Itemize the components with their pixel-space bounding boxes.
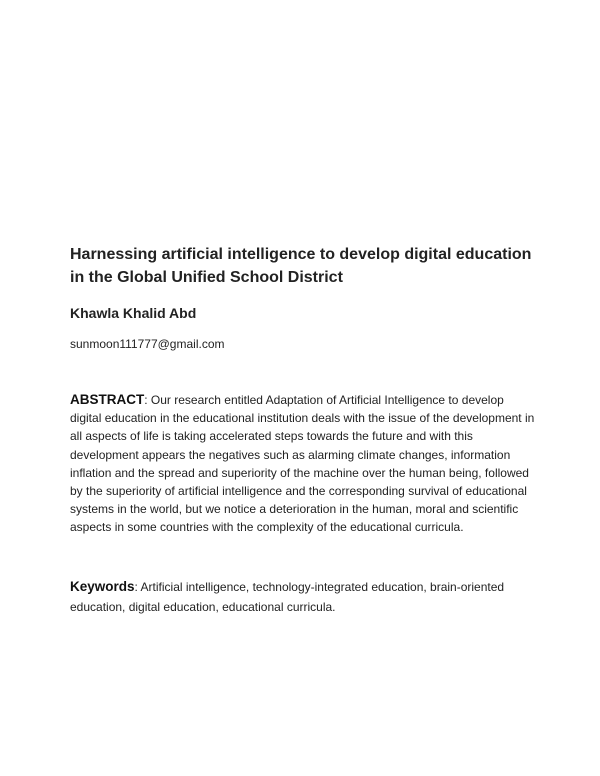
keywords-paragraph: [70, 577, 538, 617]
paper-title: [70, 243, 540, 289]
paper-title-line-2: in the Global Unified School District: [70, 269, 343, 286]
abstract-text: : Our research entitled Adaptation of Artificial Intelligence to develop digital education in the educational institution deals with the issue of the development in all aspects of life is taking accelerated steps towards the future and with this development appears the negatives such as alarming climate changes, information inflation and the spread and superiority of the machine over the human being, followed by the superiority of artificial intelligence and the corresponding survival of educational systems in the world, but we notice a deterioration in the human, moral and scientific aspects in some countries with the complexity of the educational curricula.: [70, 393, 535, 535]
paper-title-line-1: Harnessing artificial intelligence to develop digital education: [70, 246, 532, 263]
author-email: sunmoon111777@gmail.com: [70, 337, 225, 351]
keywords-text: : Artificial intelligence, technology-integrated education, brain-oriented education, digital education, educational curricula.: [70, 580, 505, 614]
abstract-paragraph: [70, 391, 538, 537]
abstract-label: ABSTRACT: [70, 392, 145, 407]
author-name: Khawla Khalid Abd: [70, 305, 197, 321]
keywords-label: Keywords: [70, 579, 135, 594]
